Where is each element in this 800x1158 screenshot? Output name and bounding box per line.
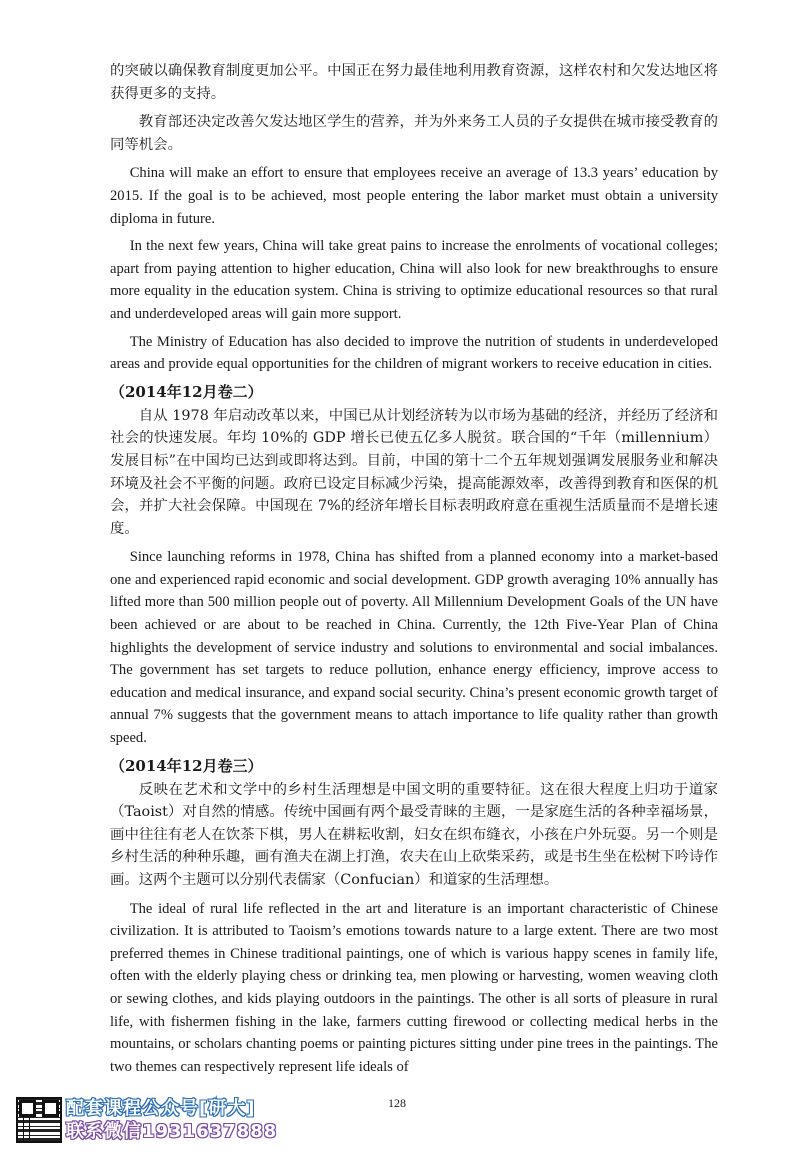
section-heading-paper-three: （2014年12月卷三）: [110, 756, 263, 775]
qr-code-icon: [16, 1097, 62, 1143]
paragraph-en-vocational-colleges: In the next few years, China will take great pains to increase the enrolments of vocational colleges; apart from paying attention to higher education, China will also look for new breakthroughs to ensure more equality in the education system. China is striving to optimize educational resources so that rural and underdeveloped areas will gain more support.: [110, 238, 718, 322]
watermark-line-wechat-contact: 联系微信1931637888: [66, 1121, 278, 1142]
paragraph-en-education-years: China will make an effort to ensure that employees receive an average of 13.3 years’ education by 2015. If the goal is to be achieved, most people entering the labor market must obtain a university diploma in future.: [110, 165, 718, 227]
paragraph-zh-reform: 自从 1978 年启动改革以来，中国已从计划经济转为以市场为基础的经济，并经历了经济和社会的快速发展。年均 10%的 GDP 增长已使五亿多人脱贫。联合国的“千年（millennium）发展目标”在中国均已达到或即将达到。目前，中国的第十二个五年规划强调发展服务业和解决环境及社会不平衡的问题。政府已设定目标减少污染，提高能源效率，改善得到教育和医保的机会，并扩大社会保障。中国现在 7%的经济年增长目标表明政府意在重视生活质量而不是增长速度。: [110, 407, 718, 537]
watermark-line-official-account: 配套课程公众号[研大]: [66, 1098, 256, 1119]
paragraph-en-ministry-nutrition: The Ministry of Education has also decided to improve the nutrition of students in underdeveloped areas and provide equal opportunities for the children of migrant workers to receive education in cities.: [110, 333, 718, 373]
paragraph-zh-nutrition: 教育部还决定改善欠发达地区学生的营养，并为外来务工人员的子女提供在城市接受教育的同等机会。: [110, 114, 718, 153]
page-number: 128: [388, 1096, 406, 1110]
paragraph-zh-rural-life: 反映在艺术和文学中的乡村生活理想是中国文明的重要特征。这在很大程度上归功于道家（Taoist）对自然的情感。传统中国画有两个最受青睐的主题，一是家庭生活的各种幸福场景，画中往往有老人在饮茶下棋，男人在耕耘收割，妇女在织布缝衣，小孩在户外玩耍。另一个则是乡村生活的种种乐趣，画有渔夫在湖上打渔，农夫在山上砍柴采药，或是书生坐在松树下吟诗作画。这两个主题可以分别代表儒家（Confucian）和道家的生活理想。: [110, 781, 718, 888]
paragraph-en-reform: Since launching reforms in 1978, China has shifted from a planned economy into a market-based one and experienced rapid economic and social development. GDP growth averaging 10% annually has lifted more than 500 million people out of poverty. All Millennium Development Goals of the UN have been achieved or are about to be reached in China. Currently, the 12th Five-Year Plan of China highlights the development of service industry and solutions to environmental and social imbalances. The government has set targets to reduce pollution, enhance energy efficiency, improve access to education and medical insurance, and expand social security. China’s present economic growth target of annual 7% suggests that the government means to attach importance to life quality rather than growth speed.: [110, 549, 718, 747]
paragraph-zh-education-fairness: 的突破以确保教育制度更加公平。中国正在努力最佳地利用教育资源，这样农村和欠发达地区将获得更多的支持。: [110, 63, 718, 102]
paragraph-en-rural-life: The ideal of rural life reflected in the art and literature is an important characteristic of Chinese civilization. It is attributed to Taoism’s emotions towards nature to a large extent. There are two most preferred themes in Chinese traditional paintings, one of which is various happy scenes in family life, often with the elderly playing chess or drinking tea, men plowing or harvesting, women weaving cloth or sewing clothes, and kids playing outdoors in the paintings. The other is all sorts of pleasure in rural life, with fishermen fishing in the lake, farmers cutting firewood or collecting medical herbs in the mountains, or scholars chanting poems or painting pictures sitting under pine trees in the paintings. The two themes can respectively represent life ideals of: [110, 900, 718, 1075]
watermark-banner: [66, 1097, 316, 1143]
section-heading-paper-two: （2014年12月卷二）: [110, 382, 263, 401]
document-body: [110, 60, 718, 1083]
